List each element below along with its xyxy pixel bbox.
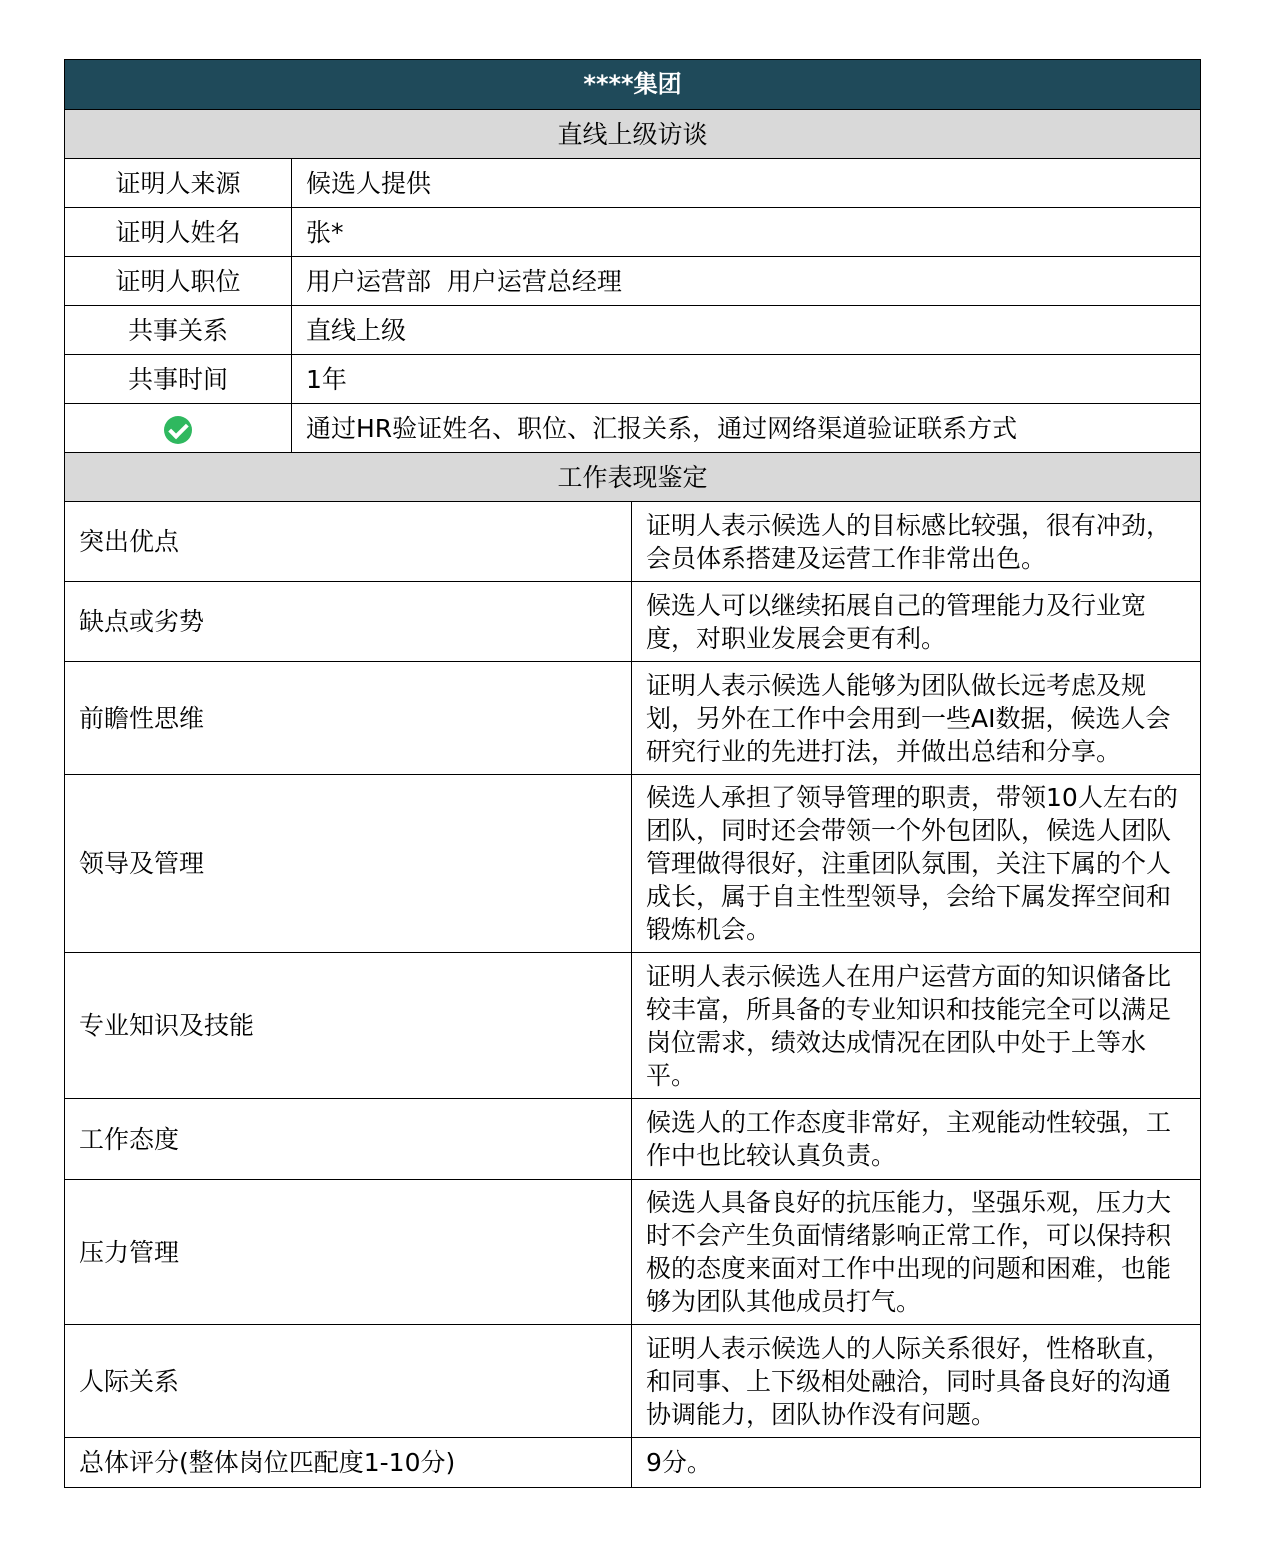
verification-status [65,404,292,453]
evaluation-section-row [65,453,1201,502]
eval-value: 证明人表示候选人的人际关系很好，性格耿直，和同事、上下级相处融洽，同时具备良好的沟通协调能力，团队协作没有问题。 [632,1325,1201,1438]
eval-value: 候选人承担了领导管理的职责，带领10人左右的团队，同时还会带领一个外包团队，候选人团队管理做得很好，注重团队氛围，关注下属的个人成长，属于自主性型领导，会给下属发挥空间和锻炼机会。 [632,775,1201,953]
verification-text: 通过HR验证姓名、职位、汇报关系，通过网络渠道验证联系方式 [292,404,1201,453]
info-label: 共事关系 [65,306,292,355]
eval-value: 证明人表示候选人能够为团队做长远考虑及规划，另外在工作中会用到一些AI数据，候选人会研究行业的先进打法，并做出总结和分享。 [632,662,1201,775]
check-circle-icon [164,416,192,444]
eval-label: 缺点或劣势 [65,582,632,662]
evaluation-section-title: 工作表现鉴定 [65,453,1201,502]
eval-row-strengths [65,502,1201,582]
verification-row [65,404,1201,453]
info-label: 证明人姓名 [65,208,292,257]
info-row-duration [65,355,1201,404]
info-value: 直线上级 [292,306,1201,355]
info-row-name [65,208,1201,257]
title-row [65,60,1201,110]
eval-value: 候选人可以继续拓展自己的管理能力及行业宽度，对职业发展会更有利。 [632,582,1201,662]
reference-check-sheet [64,59,1200,1488]
eval-row-weaknesses [65,582,1201,662]
info-value: 1年 [292,355,1201,404]
interview-section-row [65,110,1201,159]
eval-value: 9分。 [632,1438,1201,1488]
interview-section-title: 直线上级访谈 [65,110,1201,159]
eval-label: 前瞻性思维 [65,662,632,775]
info-row-relationship [65,306,1201,355]
eval-label: 压力管理 [65,1180,632,1325]
reference-check-table [64,59,1201,1488]
company-title: ****集团 [65,60,1201,110]
info-row-position [65,257,1201,306]
eval-row-attitude [65,1099,1201,1180]
eval-label: 领导及管理 [65,775,632,953]
eval-label: 人际关系 [65,1325,632,1438]
info-value: 张* [292,208,1201,257]
info-value: 用户运营部 用户运营总经理 [292,257,1201,306]
eval-value: 证明人表示候选人的目标感比较强，很有冲劲，会员体系搭建及运营工作非常出色。 [632,502,1201,582]
eval-row-leadership [65,775,1201,953]
eval-row-expertise [65,953,1201,1099]
eval-value: 候选人的工作态度非常好，主观能动性较强，工作中也比较认真负责。 [632,1099,1201,1180]
eval-label: 总体评分(整体岗位匹配度1-10分) [65,1438,632,1488]
eval-value: 候选人具备良好的抗压能力，坚强乐观，压力大时不会产生负面情绪影响正常工作，可以保持积极的态度来面对工作中出现的问题和困难，也能够为团队其他成员打气。 [632,1180,1201,1325]
eval-row-overall-score [65,1438,1201,1488]
info-label: 共事时间 [65,355,292,404]
info-label: 证明人职位 [65,257,292,306]
eval-row-forward-thinking [65,662,1201,775]
info-value: 候选人提供 [292,159,1201,208]
eval-row-relationships [65,1325,1201,1438]
eval-value: 证明人表示候选人在用户运营方面的知识储备比较丰富，所具备的专业知识和技能完全可以满足岗位需求，绩效达成情况在团队中处于上等水平。 [632,953,1201,1099]
info-label: 证明人来源 [65,159,292,208]
eval-row-stress [65,1180,1201,1325]
eval-label: 专业知识及技能 [65,953,632,1099]
eval-label: 突出优点 [65,502,632,582]
info-row-source [65,159,1201,208]
eval-label: 工作态度 [65,1099,632,1180]
